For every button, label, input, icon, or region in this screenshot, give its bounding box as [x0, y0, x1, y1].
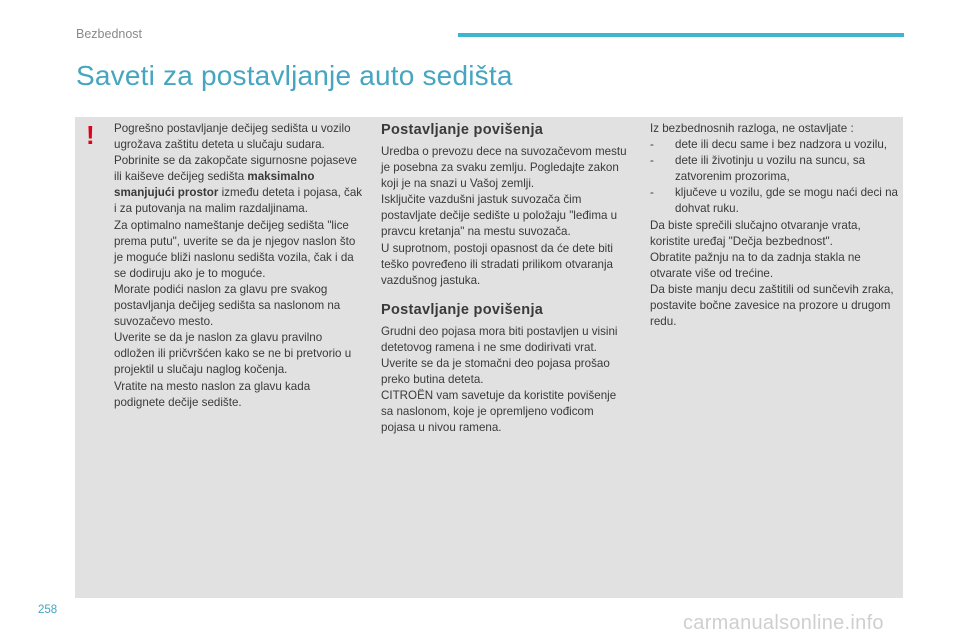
warning-bold-text: maksimalno smanjujući prostor [114, 170, 315, 200]
warning-text-part2: između deteta i pojasa, čak i za putovanja na malim razdaljinama. Za optimalno nameštanje dečijeg sedišta "lice prema putu", uverite se da je njegov naslon što je moguće bliži naslonu sedišta vozila, čak i da se dodiruju ako je to moguće. Morate podići naslon za glavu pre svakog postavljanja dečijeg sedišta sa naslonom na suvozačevo mesto. Uverite se da je naslon za glavu pravilno odložen ili pričvršćen kako se ne bi pretvorio u projektil u slučaju naglog kočenja. Vratite na mesto naslon za glavu kada podignete dečije sedište. [114, 186, 363, 409]
list-dash: - [650, 186, 654, 200]
watermark: carmanualsonline.info [683, 612, 884, 634]
right-column [650, 121, 898, 330]
warning-text [114, 121, 364, 411]
list-item [650, 137, 898, 153]
list-dash: - [650, 138, 654, 152]
list-item-text: ključeve u vozilu, gde se mogu naći deci na dohvat ruku. [675, 186, 898, 216]
header-accent-bar [458, 33, 904, 37]
col3-text: Da biste sprečili slučajno otvaranje vrata, koristite uređaj "Dečja bezbednost". Obratite pažnju na to da zadnja stakla ne otvarate više od trećine. Da biste manju decu zaštitili od sunčevih zraka, postavite bočne zavesice na prozore u drugom redu. [650, 218, 894, 329]
section2-text: Grudni deo pojasa mora biti postavljen u visini detetovog ramena i ne sme dodirivati vrat. Uverite se da je stomačni deo pojasa prošao preko butina deteta. CITROËN vam savetuje da koristite povišenje sa naslonom, koje je opremljeno vođicom pojasa u nivou ramena. [381, 324, 618, 435]
list-item-text: dete ili životinju u vozilu na suncu, sa zatvorenim prozorima, [675, 154, 866, 184]
list-item [650, 185, 898, 217]
section1-heading: Postavljanje povišenja [381, 122, 544, 138]
list-dash: - [650, 154, 654, 168]
page-number: 258 [38, 604, 58, 616]
exclamation-warning-icon: ! [86, 120, 95, 150]
col3-intro: Iz bezbednosnih razloga, ne ostavljate : [650, 122, 854, 135]
section1-text: Uredba o prevozu dece na suvozačevom mestu je posebna za svaku zemlju. Pogledajte zakon koji je na snazi u Vašoj zemlji. Isključite vazdušni jastuk suvozača čim postavljate dečije sedište u položaju "leđima u pravcu kretanja" na mestu suvozača. U suprotnom, postoji opasnost da će dete biti teško povređeno ili stradati prilikom otvaranja vazdušnog jastuka. [381, 145, 627, 287]
section-label: Bezbednost [76, 27, 143, 41]
section2-heading: Postavljanje povišenja [381, 301, 544, 318]
page-title: Saveti za postavljanje auto sedišta [76, 60, 513, 91]
middle-column [381, 121, 629, 437]
warning-column [114, 121, 364, 411]
warning-text-part1: Pogrešno postavljanje dečijeg sedišta u vozilo ugrožava zaštitu deteta u slučaju sudara. Pobrinite se da zakopčate sigurnosne pojaseve ili kaiševe dečijeg sedišta [114, 122, 357, 184]
list-item [650, 153, 898, 185]
list-item-text: dete ili decu same i bez nadzora u vozilu, [675, 138, 888, 152]
